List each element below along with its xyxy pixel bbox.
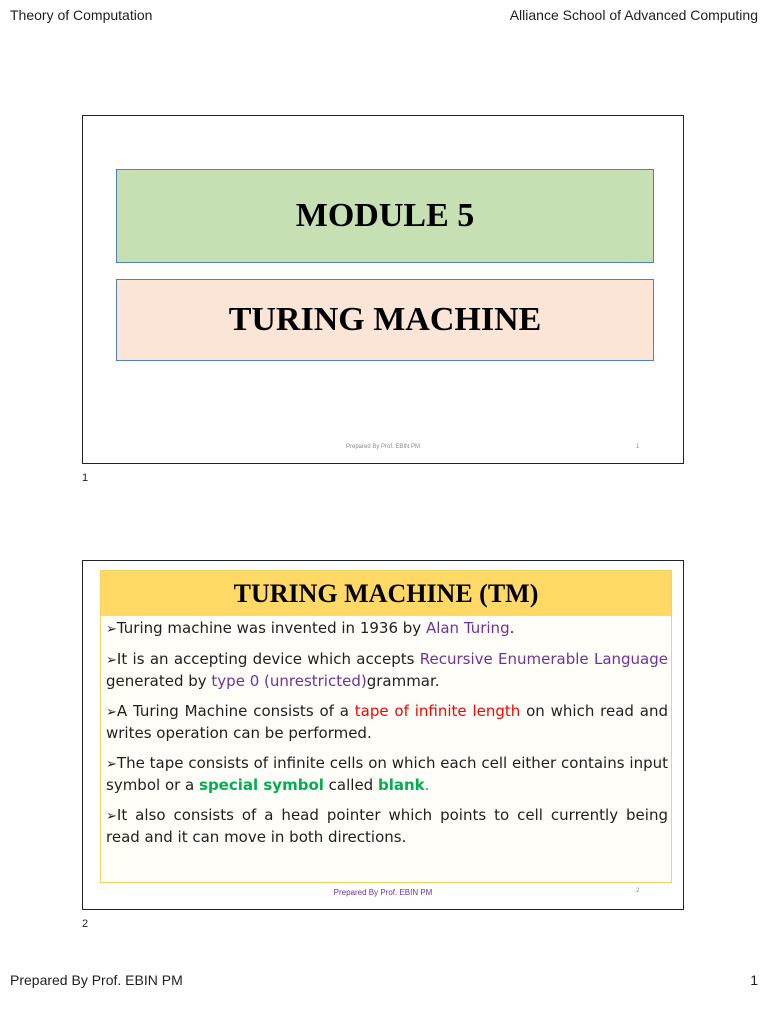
arrow-bullet-icon: ➢ <box>106 757 117 772</box>
slide-footer-number: 1 <box>636 444 640 450</box>
slide-page-label: 2 <box>82 918 89 930</box>
list-item: ➢The tape consists of infinite cells on which each cell either contains input symbol or a special symbol called blank. <box>106 754 668 794</box>
bullet-list <box>106 618 668 857</box>
module-title: MODULE 5 <box>116 169 654 263</box>
page-footer-author: Prepared By Prof. EBIN PM <box>10 972 183 988</box>
arrow-bullet-icon: ➢ <box>106 809 117 824</box>
page-header-school: Alliance School of Advanced Computing <box>509 7 758 23</box>
arrow-bullet-icon: ➢ <box>106 705 117 720</box>
slide-footer-author: Prepared By Prof. EBIN PM <box>345 444 421 450</box>
list-item: ➢A Turing Machine consists of a tape of infinite length on which read and writes operation can be performed. <box>106 702 668 742</box>
slide-footer-number: 2 <box>636 888 640 894</box>
list-item: ➢Turing machine was invented in 1936 by Alan Turing. <box>106 619 515 637</box>
list-item: ➢It also consists of a head pointer which points to cell currently being read and it can move in both directions. <box>106 806 668 846</box>
page-header-course: Theory of Computation <box>10 7 153 23</box>
list-item: ➢It is an accepting device which accepts Recursive Enumerable Language generated by type 0 (unrestricted)grammar. <box>106 650 668 690</box>
content-frame <box>100 570 672 883</box>
slide-1 <box>82 115 684 464</box>
slide-title: TURING MACHINE (TM) <box>101 571 671 616</box>
arrow-bullet-icon: ➢ <box>106 622 117 637</box>
slide-page-label: 1 <box>82 472 89 484</box>
page-number: 1 <box>750 972 758 988</box>
slide-subtitle: TURING MACHINE <box>116 279 654 361</box>
arrow-bullet-icon: ➢ <box>106 653 117 668</box>
slide-2 <box>82 560 684 910</box>
slide-footer-author: Prepared By Prof. EBIN PM <box>333 888 433 897</box>
